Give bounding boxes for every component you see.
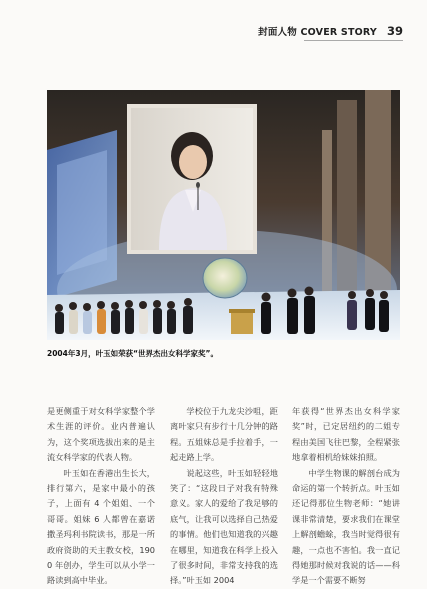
page-number: 39 xyxy=(386,24,403,38)
article-column-2 xyxy=(170,404,278,589)
article-column-1 xyxy=(47,404,155,589)
paragraph: 说起这些，叶玉如轻轻地笑了：“这段日子对我有特殊意义。家人的爱给了我足够的底气，让我可以选择自己热爱的事情。他们也知道我的兴趣在哪里，知道我在科学上投入了很多时间，非常支持我的选择。”叶玉如 2004 xyxy=(170,467,278,586)
award-ceremony-photo xyxy=(47,90,400,340)
paragraph: 是更侧重于对女科学家整个学术生涯的评价。业内普遍认为，这个奖项选拔出来的是主流女科学家的代表人物。 xyxy=(47,406,155,463)
section-label: 封面人物 COVER STORY xyxy=(258,27,377,38)
photo-caption: 2004年3月，叶玉如荣获“世界杰出女科学家奖”。 xyxy=(47,349,218,358)
article-column-3 xyxy=(292,404,400,589)
paragraph: 年获得“世界杰出女科学家奖”时，已定居纽约的二姐专程由美国飞往巴黎，全程紧张地拿着相机给妹妹拍照。 xyxy=(292,406,400,463)
ceremony-scene xyxy=(47,90,400,340)
page-header xyxy=(258,24,403,38)
paragraph: 叶玉如在香港出生长大，排行第六，是家中最小的孩子，上面有 4 个姐姐、一个哥哥。姐妹 6 人都曾在嘉诺撒圣玛利书院读书，那是一所政府资助的天主教女校，1900 年创办，学生可以从小学一路读到高中毕业。 xyxy=(47,467,155,586)
paragraph: 学校位于九龙尖沙咀，距离叶家只有步行十几分钟的路程。五姐妹总是手拉着手，一起走路上学。 xyxy=(170,406,278,463)
header-rule xyxy=(304,40,403,41)
paragraph: 中学生物课的解剖台成为命运的第一个转折点。叶玉如还记得那位生物老师：“她讲课非常清楚，要求我们在课堂上解剖蟾蜍，我当时觉得很有趣，一点也不害怕。我一直记得她那时候对我说的话——科学是一个需要不断努 xyxy=(292,467,400,586)
